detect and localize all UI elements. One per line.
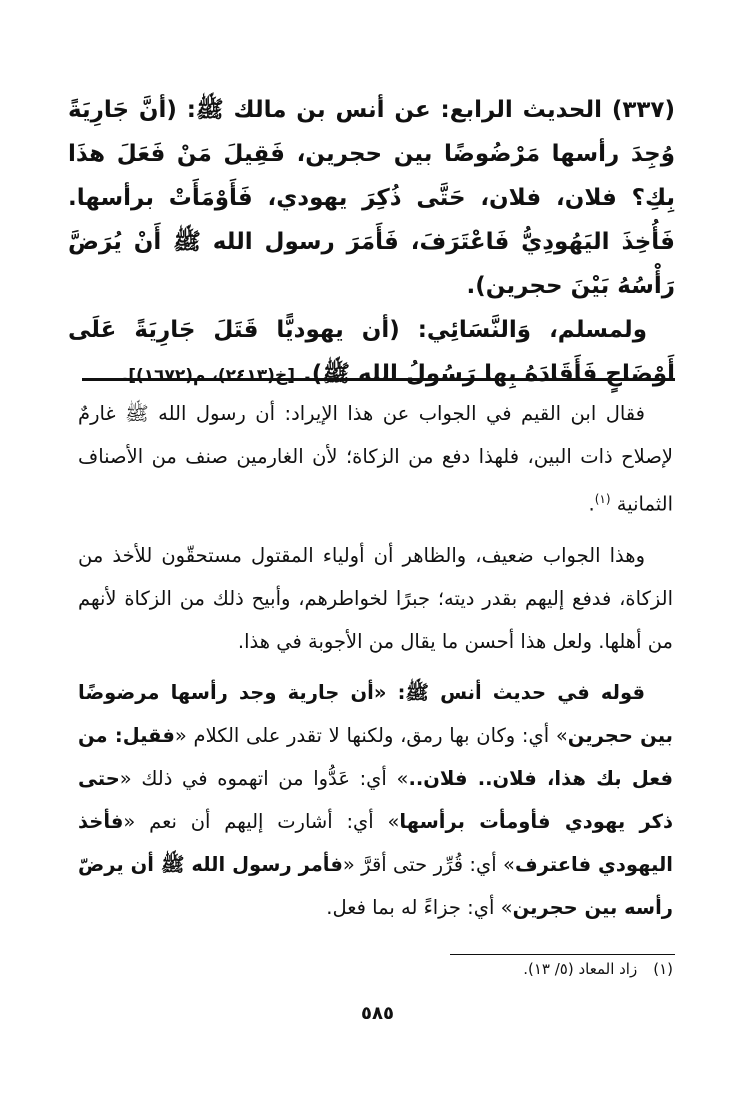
footnote-divider — [450, 954, 675, 955]
hadith-main: (٣٣٧) الحديث الرابع: عن أنس بن مالك ﷺ: (أنَّ جَارِيَةً وُجِدَ رأسها مَرْضُوضًا بين حجرين، فَقِيلَ مَنْ فَعَلَ هذَا بِكِ؟ فلان، فلان، حَتَّى ذُكِرَ يهودي، فَأَوْمَأَتْ برأسها. فَأُخِذَ اليَهُودِيُّ فَاعْتَرَفَ، فَأَمَرَ رسول الله ﷺ أَنْ يُرَضَّ رَأْسُهُ بَيْنَ حجرين). — [68, 97, 675, 299]
hadith-references: [خ(٢٤١٣)، م(١٦٧٢)]. — [121, 366, 295, 386]
page-number: ٥٨٥ — [361, 1003, 394, 1024]
commentary-paragraph-2: وهذا الجواب ضعيف، والظاهر أن أولياء المقتول مستحقّون للأخذ من الزكاة، فدفع إليهم بقدر ديته؛ جبرًا لخواطرهم، وأبيح ذلك من الزكاة لأنهم من أهلها. ولعل هذا أحسن ما يقال من الأجوبة في هذا. — [78, 543, 673, 653]
hadith-block — [68, 88, 675, 398]
p3-gloss-3: » أي: أشارت إليهم أن نعم « — [123, 809, 400, 833]
p3-lead: قوله في حديث أنس ﷺ: « — [373, 680, 646, 704]
footnote-text: زاد المعاد (٥/ ١٣). — [523, 960, 638, 978]
footnote-number: (١) — [653, 960, 673, 978]
commentary-paragraph-3 — [78, 671, 673, 929]
p3-gloss-5: » أي: جزاءً له بما فعل. — [326, 895, 513, 919]
hadith-muslim-variant — [68, 308, 675, 398]
p3-gloss-4: » أي: قُرِّر حتى أقرَّ « — [342, 852, 515, 876]
p3-quote-3: حتى ذكر يهودي فأومأت برأسها — [78, 766, 673, 833]
footnote — [273, 958, 673, 980]
hadith-text — [68, 88, 675, 308]
section-divider — [82, 378, 675, 381]
hadith-variant-text: ولمسلم، وَالنَّسَائِي: (أن يهوديًّا قَتَلَ جَارِيَةً عَلَى أَوْضَاحٍ فَأَقَادَهُ بِها رَسُولُ الله ﷺ). — [68, 317, 675, 387]
commentary-p1-text: فقال ابن القيم في الجواب عن هذا الإيراد: أن رسول الله ﷺ غارمٌ لإصلاح ذات البين، فلهذا دفع من الزكاة؛ لأن الغارمين صنف من الأصناف الثمانية — [78, 402, 673, 516]
commentary-p1-end: . — [588, 492, 595, 516]
commentary-block — [78, 392, 673, 937]
p3-quote-5: فأمر رسول الله ﷺ أن يرضّ رأسه بين حجرين — [78, 852, 673, 919]
p3-gloss-1: » أي: وكان بها رمق، ولكنها لا تقدر على الكلام « — [174, 723, 568, 747]
p3-quote-4: فأخذ اليهودي فاعترف — [78, 809, 673, 876]
footnote-marker: (١) — [594, 492, 611, 506]
commentary-paragraph-1 — [78, 392, 673, 526]
p3-quote-1: أن جارية وجد رأسها مرضوضًا بين حجرين — [78, 680, 673, 747]
p3-quote-2: فقيل: من فعل بك هذا، فلان.. فلان.. — [78, 723, 673, 790]
p3-gloss-2: » أي: عَدُّوا من اتهموه في ذلك « — [119, 766, 409, 790]
